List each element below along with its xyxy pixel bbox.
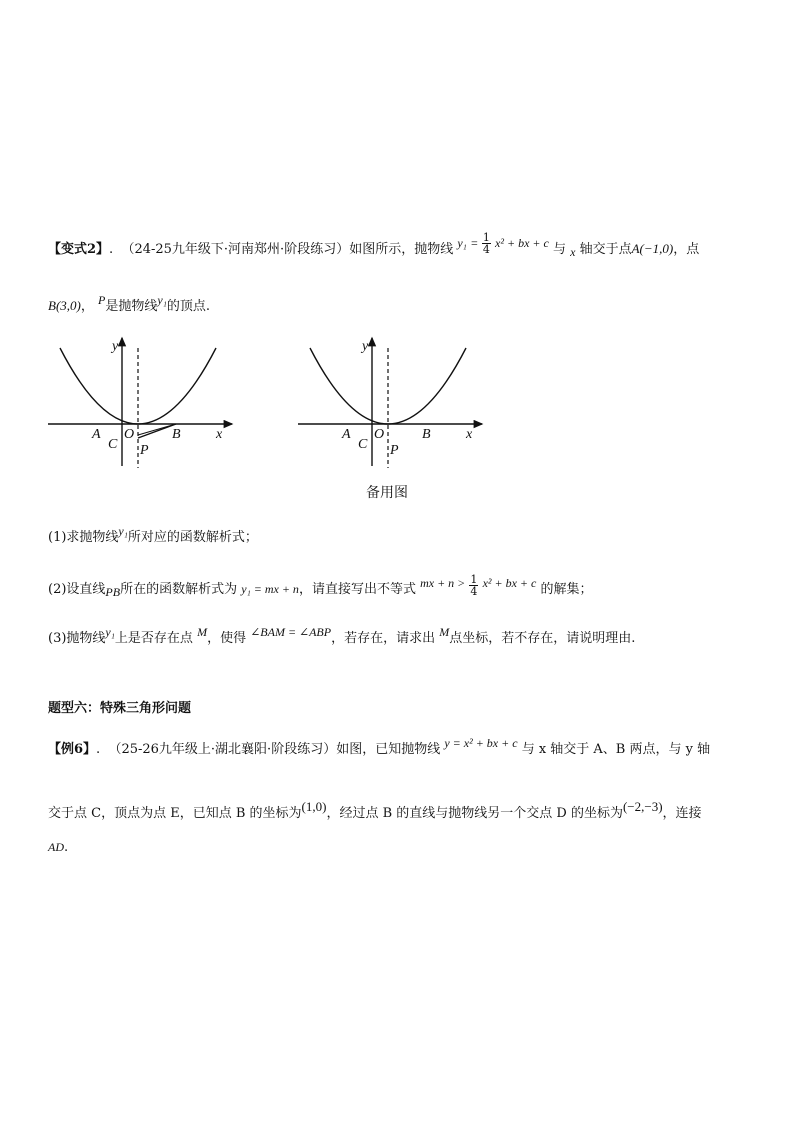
fraction-numerator: 1	[482, 231, 490, 244]
axis-intersect-text: 轴交于点	[579, 242, 632, 257]
with-word: 与	[552, 242, 566, 257]
line-equation: y₁ = mx + n	[241, 582, 299, 596]
variant2-tag: 【变式2】	[48, 242, 110, 257]
example6-source: （25-26九年级上·湖北襄阳·阶段练习）如图，已知抛物线	[108, 742, 441, 757]
label-p: P	[390, 443, 399, 458]
label-x: x	[216, 427, 223, 442]
q2-suffix: 的解集；	[540, 582, 593, 597]
label-x: x	[466, 427, 473, 442]
inequality-left: mx + n >	[420, 576, 466, 590]
coord-b: (1,0)	[301, 799, 327, 814]
label-b: B	[172, 427, 181, 442]
variant2-source: （24-25九年级下·河南郑州·阶段练习）如图所示，抛物线	[121, 242, 454, 257]
q3-suffix: 点坐标，若不存在，请说明理由.	[449, 631, 636, 646]
m-symbol: M	[439, 625, 450, 639]
q3-mid: 上是否存在点	[114, 631, 193, 646]
parabola-figure-main	[40, 330, 240, 470]
label-o: O	[124, 427, 135, 442]
example6-line2-a: 交于点 C，顶点为点 E，已知点 B 的坐标为	[48, 806, 302, 821]
segment-pb-parallel	[138, 424, 176, 435]
variant2-line2	[48, 295, 210, 314]
example6-tag: 【例6】	[48, 742, 97, 757]
question-2	[48, 573, 593, 601]
y1-symbol: y₁	[118, 524, 128, 538]
inequality-right: x² + bx + c	[482, 576, 537, 590]
y1-symbol: y₁	[157, 293, 167, 307]
label-a: A	[92, 427, 101, 442]
section-title: 题型六：特殊三角形问题	[48, 701, 192, 716]
x-variable: x	[570, 245, 576, 259]
q1-prefix: (1)求抛物线	[48, 530, 119, 545]
point-b: B(3,0)	[48, 298, 81, 313]
eq-sign: =	[470, 236, 478, 250]
label-a: A	[342, 427, 351, 442]
coord-d: (−2,−3)	[622, 799, 663, 814]
parabola-equation-tail: x² + bx + c	[495, 236, 549, 250]
fraction-quarter	[469, 574, 478, 597]
angle-equation: ∠BAM = ∠ABP	[250, 625, 332, 639]
vertex-tail-text: 的顶点.	[166, 299, 211, 314]
fraction-denominator: 4	[470, 585, 478, 598]
example6-line2-b: ，经过点 B 的直线与抛物线另一个交点 D 的坐标为	[326, 806, 623, 821]
example6-line3	[48, 840, 68, 855]
figure-caption: 备用图	[366, 485, 408, 501]
question-1	[48, 526, 258, 545]
example6-line2	[48, 799, 702, 821]
q3-mid2: ，使得	[207, 631, 247, 646]
variant2-dot: .	[109, 242, 114, 257]
q1-suffix: 所对应的函数解析式；	[127, 530, 258, 545]
point-a: A(−1,0)	[631, 241, 674, 256]
y1-symbol: y₁	[457, 236, 467, 250]
fraction-quarter	[482, 232, 491, 255]
label-c: C	[358, 437, 368, 452]
is-vertex-text: 是抛物线	[105, 299, 158, 314]
fraction-denominator: 4	[482, 243, 490, 256]
q3-mid3: ，若存在，请求出	[331, 631, 436, 646]
example6-line1	[48, 738, 710, 757]
example6-end: .	[64, 840, 69, 855]
fraction-numerator: 1	[470, 573, 478, 586]
q2-mid2: ，请直接写出不等式	[298, 582, 416, 597]
parabola-figure-spare	[290, 330, 490, 470]
question-3	[48, 627, 635, 646]
label-c: C	[108, 437, 118, 452]
label-y: y	[112, 339, 119, 354]
example6-line2-c: ，连接	[662, 806, 702, 821]
label-o: O	[374, 427, 385, 442]
m-symbol: M	[197, 625, 208, 639]
example6-dot: .	[96, 742, 101, 757]
example6-line1-tail: 与 x 轴交于 A、B 两点，与 y 轴	[521, 742, 711, 757]
label-p: P	[140, 443, 149, 458]
y1-symbol: y₁	[105, 625, 115, 639]
comma: ，	[80, 299, 94, 314]
pb-symbol: PB	[105, 585, 121, 599]
variant2-line1	[48, 231, 700, 261]
q2-mid: 所在的函数解析式为	[120, 582, 238, 597]
label-b: B	[422, 427, 431, 442]
p-symbol: P	[98, 293, 106, 307]
comma-point-text: ，点	[673, 242, 700, 257]
label-y: y	[362, 339, 369, 354]
segment-ad: AD	[48, 840, 64, 854]
q3-prefix: (3)抛物线	[48, 631, 106, 646]
q2-prefix: (2)设直线	[48, 582, 106, 597]
example6-equation: y = x² + bx + c	[444, 736, 518, 750]
